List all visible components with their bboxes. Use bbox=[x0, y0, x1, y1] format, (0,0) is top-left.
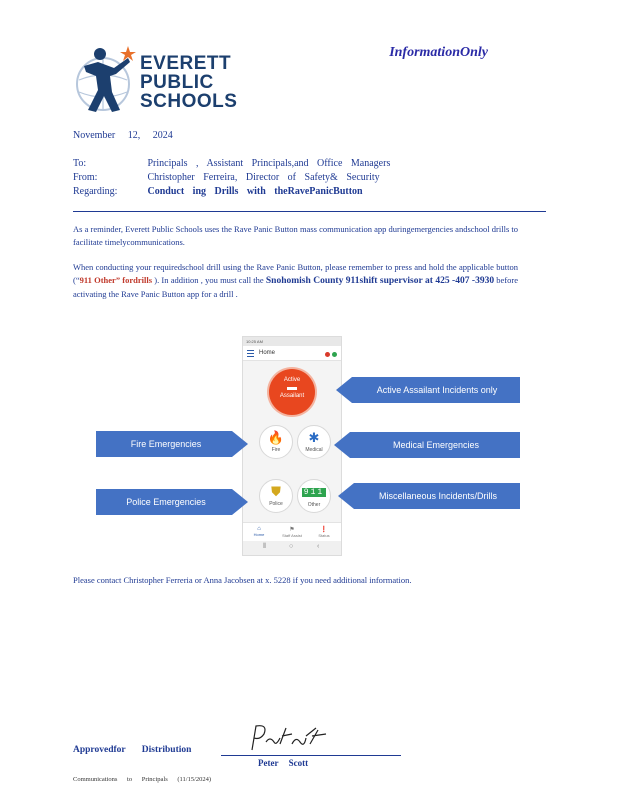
gun-icon: ▬ bbox=[287, 382, 297, 393]
regarding-value: Conduct ing Drills with theRavePanicButton bbox=[147, 186, 363, 197]
logo-line-1: EVERETT bbox=[140, 53, 232, 74]
other-button-label: Other bbox=[307, 502, 321, 508]
staff-assist-icon: ⚑ bbox=[289, 527, 295, 533]
status-badges bbox=[325, 349, 337, 363]
signer-name: Peter Scott bbox=[258, 758, 309, 768]
phone-tab-bar bbox=[243, 522, 341, 541]
police-button-label: Police bbox=[269, 501, 283, 507]
hamburger-menu-icon[interactable] bbox=[247, 350, 254, 357]
tab-staff-assist[interactable] bbox=[277, 526, 307, 538]
logo-emblem-icon bbox=[70, 40, 140, 120]
memo-to-row bbox=[73, 158, 390, 169]
home-nav-icon[interactable]: ○ bbox=[289, 543, 294, 550]
callout-active-assailant bbox=[336, 377, 520, 403]
to-value: Principals , Assistant Principals,and Office Managers bbox=[147, 158, 391, 169]
phone-status-bar: 10:25 AM bbox=[243, 337, 341, 346]
active-label-2: Assailant bbox=[279, 393, 305, 399]
contact-paragraph: Please contact Christopher Ferreria or Anna Jacobsen at x. 5228 if you need additional information. bbox=[73, 575, 412, 585]
approval-label: Approvedfor Distribution bbox=[73, 745, 192, 755]
drill-text-part3: before activating the Rave Panic Button app for a drill . bbox=[73, 275, 519, 299]
callout-medical bbox=[334, 432, 520, 458]
status-icon: ❗ bbox=[320, 527, 328, 533]
tab-home[interactable] bbox=[244, 526, 274, 537]
medical-button[interactable] bbox=[297, 425, 331, 459]
medical-button-label: Medical bbox=[305, 447, 323, 453]
active-label-1: Active bbox=[283, 377, 301, 383]
tab-status-label: Status bbox=[318, 533, 330, 538]
callout-misc bbox=[338, 483, 520, 509]
fire-button-label: Fire bbox=[271, 447, 281, 453]
recent-apps-icon[interactable]: ⦀ bbox=[263, 543, 267, 550]
tab-status[interactable] bbox=[309, 526, 339, 538]
reminder-paragraph: As a reminder, Everett Public Schools uses the Rave Panic Button mass communication app duringemergencies andschool drills to facilitate timelycommunications. bbox=[73, 224, 518, 247]
home-icon: ⌂ bbox=[257, 526, 261, 532]
drill-text-phone: Snohomish County 911shift supervisor at 425 -407 -3930 bbox=[265, 276, 495, 286]
fire-button[interactable] bbox=[259, 425, 293, 459]
from-value: Christopher Ferreira, Director of Safety& Security bbox=[147, 172, 380, 183]
alert-badge-icon bbox=[325, 352, 330, 357]
police-button[interactable] bbox=[259, 479, 293, 513]
other-911-button[interactable] bbox=[297, 479, 331, 513]
header-divider bbox=[73, 211, 546, 212]
regarding-label: Regarding: bbox=[73, 186, 118, 197]
signature-line bbox=[221, 755, 401, 756]
phone-header bbox=[243, 346, 341, 361]
from-label: From: bbox=[73, 172, 98, 183]
callout-fire bbox=[96, 431, 248, 457]
callout-active-text: Active Assailant Incidents only bbox=[376, 385, 498, 395]
callout-misc-text: Miscellaneous Incidents/Drills bbox=[378, 491, 498, 501]
medical-star-icon: ✱ bbox=[308, 430, 320, 445]
drill-instructions-paragraph bbox=[73, 261, 518, 301]
location-ok-icon bbox=[332, 352, 337, 357]
logo-wordmark bbox=[140, 54, 237, 111]
active-assailant-button[interactable] bbox=[269, 369, 315, 415]
logo-line-2: PUBLIC bbox=[140, 72, 214, 93]
callout-police bbox=[96, 489, 248, 515]
callout-medical-text: Medical Emergencies bbox=[392, 440, 480, 450]
drill-text-part1: When conducting your requiredschool drill using the Rave Panic Button, please remember to press and hold the applicable button (“ bbox=[73, 262, 518, 285]
document-footer: Communications to Principals (11/15/2024) bbox=[73, 776, 212, 783]
drill-text-red: 911 Other” fordrills bbox=[79, 275, 153, 285]
memo-regarding-row bbox=[73, 186, 363, 197]
police-badge-icon: ⛊ bbox=[271, 484, 281, 499]
handwritten-signature bbox=[246, 722, 330, 754]
fire-icon: 🔥 bbox=[267, 430, 285, 445]
memo-from-row bbox=[73, 172, 380, 183]
to-label: To: bbox=[73, 158, 87, 169]
callout-fire-text: Fire Emergencies bbox=[130, 439, 202, 449]
drill-text-part2: ). In addition , you must call the bbox=[152, 275, 264, 285]
rave-app-screenshot bbox=[242, 336, 342, 556]
information-only-label: InformationOnly bbox=[389, 45, 488, 60]
phone-screen-title: Home bbox=[259, 350, 276, 356]
911-digits-icon: 911 bbox=[303, 488, 325, 497]
logo-line-3: SCHOOLS bbox=[140, 91, 238, 112]
tab-home-label: Home bbox=[253, 532, 265, 537]
callout-police-text: Police Emergencies bbox=[126, 497, 206, 507]
memo-date: November 12, 2024 bbox=[73, 130, 173, 141]
android-nav-bar bbox=[243, 541, 341, 555]
tab-staff-label: Staff Assist bbox=[282, 533, 302, 538]
back-nav-icon[interactable]: ‹ bbox=[317, 543, 320, 550]
